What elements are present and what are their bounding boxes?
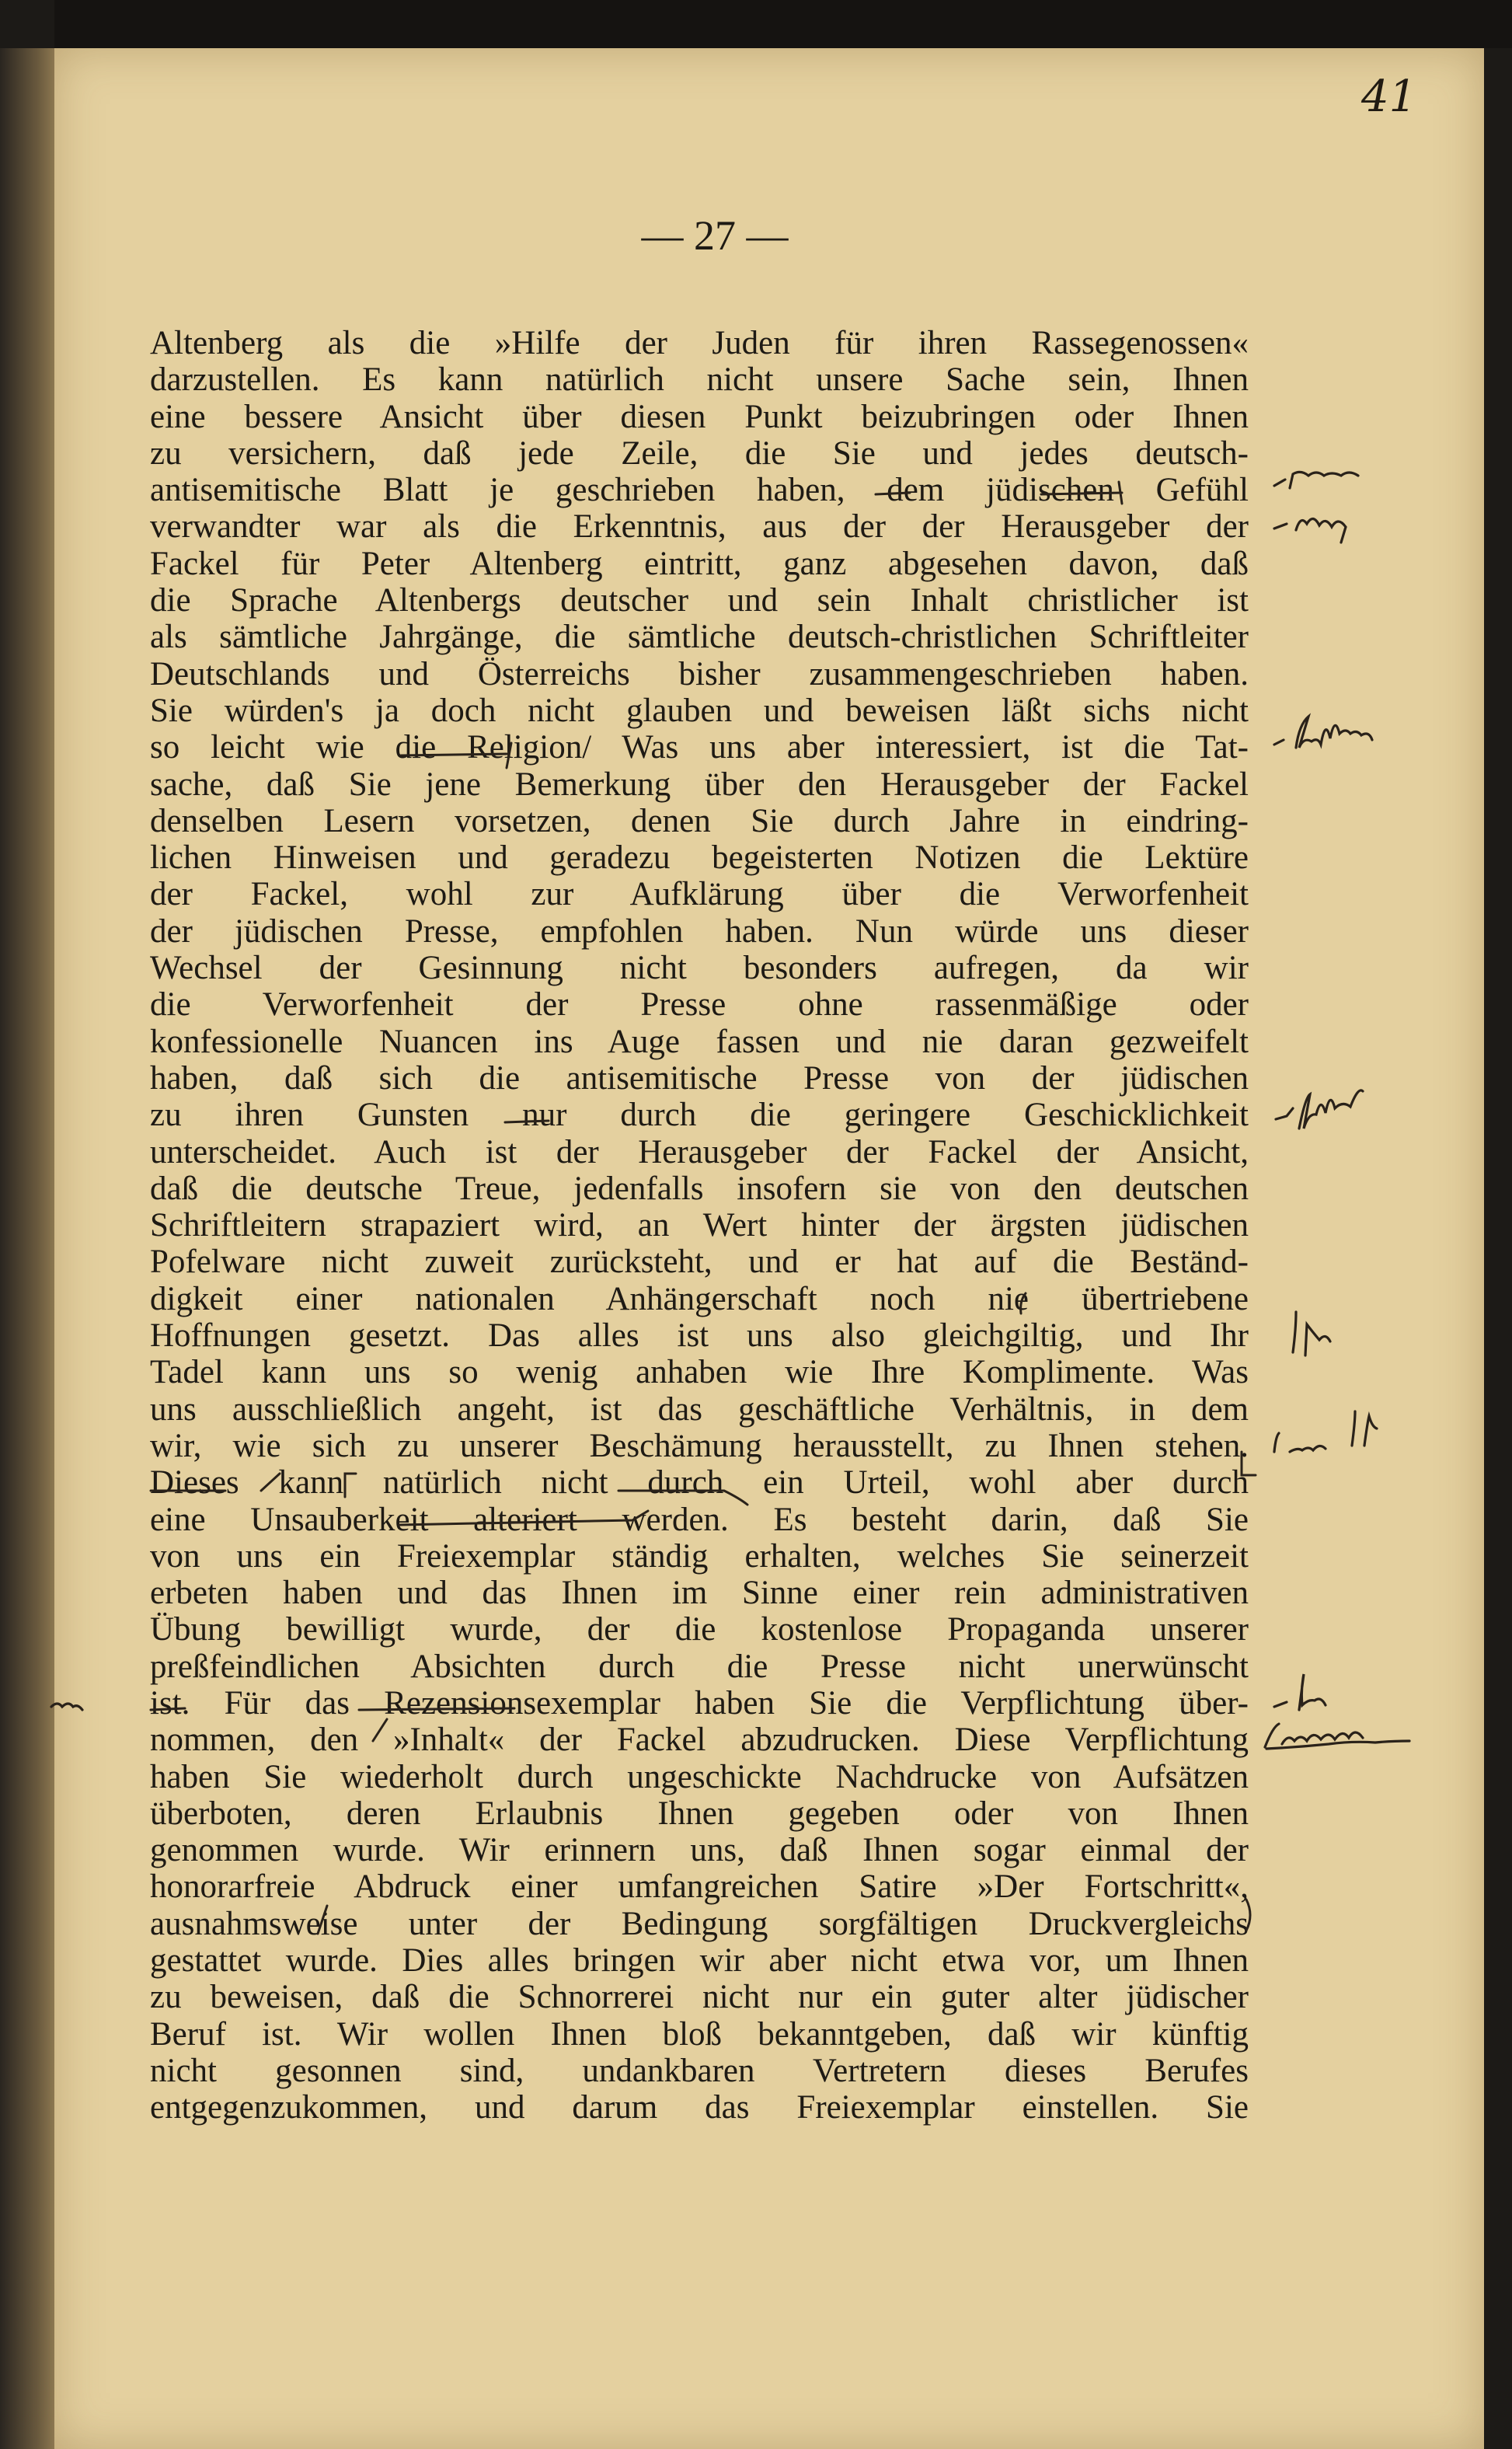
- margin-note-line-31: [1274, 1411, 1377, 1452]
- text-line: uns ausschließlich angeht, ist das geschäftliche Verhältnis, in dem: [150, 1390, 1249, 1428]
- text-line: Tadel kann uns so wenig anhaben wie Ihre Komplimente. Was: [150, 1354, 1249, 1391]
- insertion-mark-kann: [261, 1474, 356, 1497]
- text-line: darzustellen. Es kann natürlich nicht unsere Sache sein, Ihnen: [150, 361, 1249, 399]
- text-line: der jüdischen Presse, empfohlen haben. Nun würde uns dieser: [150, 912, 1249, 950]
- text-line: haben, daß sich die antisemitische Presse von der jüdischen: [150, 1059, 1249, 1097]
- text-line: Übung bewilligt wurde, der die kostenlose Propaganda unserer: [150, 1611, 1249, 1648]
- text-line: Sie würden's ja doch nicht glauben und beweisen läßt sichs nicht: [150, 692, 1249, 729]
- text-line: zu ihren Gunsten nur durch die geringere Geschicklichkeit: [150, 1097, 1249, 1134]
- text-line: verwandter war als die Erkenntnis, aus der der Herausgeber der: [150, 508, 1249, 546]
- text-line: so leicht wie die Religion/ Was uns aber interessiert, ist die Tat-: [150, 729, 1249, 766]
- text-line: daß die deutsche Treue, jedenfalls insofern sie von den deutschen: [150, 1170, 1249, 1207]
- text-line: genommen wurde. Wir erinnern uns, daß Ihnen sogar einmal der: [150, 1832, 1249, 1869]
- text-line: gestattet wurde. Dies alles bringen wir aber nicht etwa vor, um Ihnen: [150, 1942, 1249, 1980]
- margin-note-line-12: [1274, 717, 1372, 748]
- text-line: überboten, deren Erlaubnis Ihnen gegeben oder von Ihnen: [150, 1795, 1249, 1832]
- text-line: die Sprache Altenbergs deutscher und sein Inhalt christlicher ist: [150, 582, 1249, 619]
- text-line: erbeten haben und das Ihnen im Sinne einer rein administrativen: [150, 1575, 1249, 1612]
- text-line: ausnahmsweise unter der Bedingung sorgfältigen Druckvergleichs: [150, 1905, 1249, 1942]
- text-line: Hoffnungen gesetzt. Das alles ist uns also gleichgiltig, und Ihr: [150, 1317, 1249, 1355]
- text-line: zu versichern, daß jede Zeile, die Sie und jedes deutsch-: [150, 434, 1249, 472]
- text-line: Dieses kann natürlich nicht durch ein Urteil, wohl aber durch: [150, 1464, 1249, 1502]
- text-line: Deutschlands und Österreichs bisher zusammengeschrieben haben.: [150, 655, 1249, 692]
- margin-note-line-22: [1276, 1090, 1363, 1129]
- text-line: lichen Hinweisen und geradezu begeisterten Notizen die Lektüre: [150, 839, 1249, 877]
- text-line: antisemitische Blatt je geschrieben haben, dem jüdischen Gefühl: [150, 472, 1249, 509]
- strike-nur: [505, 1121, 549, 1122]
- margin-note-line-38: [1274, 1674, 1326, 1710]
- text-line: Pofelware nicht zuweit zurücksteht, und er hat auf die Beständ-: [150, 1244, 1249, 1281]
- handwritten-folio-number: 41: [1361, 72, 1417, 122]
- strike-dem: [876, 493, 910, 494]
- strike-rezensions: [359, 1708, 514, 1710]
- strike-gefuehl: [1041, 482, 1122, 504]
- margin-note-line-39: [1265, 1724, 1409, 1749]
- text-line: Beruf ist. Wir wollen Ihnen bloß bekanntgeben, daß wir künftig: [150, 2015, 1249, 2053]
- text-line: der Fackel, wohl zur Aufklärung über die Verworfenheit: [150, 876, 1249, 913]
- text-line: Schriftleitern strapaziert wird, an Wert hinter der ärgsten jüdischen: [150, 1207, 1249, 1244]
- text-line: entgegenzukommen, und darum das Freiexemplar einstellen. Sie: [150, 2089, 1249, 2126]
- insertion-mark-ausnahmsweise: [318, 1906, 327, 1934]
- text-line: nommen, den »Inhalt« der Fackel abzudrucken. Diese Verpflichtung: [150, 1722, 1249, 1759]
- text-line: honorarfreie Abdruck einer umfangreichen Satire »Der Fortschritt«,: [150, 1868, 1249, 1906]
- text-line: zu beweisen, daß die Schnorrerei nicht nur ein guter alter jüdischer: [150, 1979, 1249, 2016]
- strike-ist: [151, 1708, 185, 1710]
- strike-durch: [618, 1491, 747, 1505]
- text-line: eine Unsauberkeit alteriert werden. Es besteht darin, daß Sie: [150, 1501, 1249, 1538]
- text-line: Altenberg als die »Hilfe der Juden für ihren Rassegenossen«: [150, 325, 1249, 361]
- strike-religion: [401, 743, 511, 768]
- text-line: Wechsel der Gesinnung nicht besonders aufregen, da wir: [150, 950, 1249, 987]
- insertion-mark-den: [373, 1719, 387, 1741]
- text-line: ist. Für das Rezensionsexemplar haben Sie die Verpflichtung über-: [150, 1684, 1249, 1722]
- text-line: haben Sie wiederholt durch ungeschickte Nachdrucke von Aufsätzen: [150, 1758, 1249, 1795]
- insertion-mark-stehen: [1242, 1452, 1256, 1475]
- text-line: die Verworfenheit der Presse ohne rassenmäßige oder: [150, 986, 1249, 1024]
- text-line: von uns ein Freiexemplar ständig erhalten, welches Sie seinerzeit: [150, 1537, 1249, 1575]
- margin-note-line-28: [1293, 1312, 1330, 1355]
- text-line: konfessionelle Nuancen ins Auge fassen und nie daran gezweifelt: [150, 1023, 1249, 1060]
- text-line: als sämtliche Jahrgänge, die sämtliche deutsch-christlichen Schriftleiter: [150, 619, 1249, 656]
- text-line: Fackel für Peter Altenberg eintritt, ganz abgesehen davon, daß: [150, 545, 1249, 582]
- text-line: preßfeindlichen Absichten durch die Presse nicht unerwünscht: [150, 1648, 1249, 1685]
- insertion-mark-druckvergleichs: [1246, 1900, 1250, 1931]
- margin-note-left-line-38: [51, 1704, 82, 1710]
- text-line: denselben Lesern vorsetzen, denen Sie durch Jahre in eindring-: [150, 802, 1249, 839]
- text-line: digkeit einer nationalen Anhängerschaft noch nie übertriebene: [150, 1280, 1249, 1317]
- margin-note-line-6: [1274, 518, 1346, 542]
- strike-alteriert: [399, 1511, 648, 1525]
- insertion-mark-noch-nie: [1021, 1293, 1026, 1313]
- margin-note-line-5: [1274, 472, 1358, 488]
- text-line: sache, daß Sie jene Bemerkung über den Herausgeber der Fackel: [150, 766, 1249, 803]
- text-line: nicht gesonnen sind, undankbaren Vertretern dieses Berufes: [150, 2052, 1249, 2089]
- text-line: wir, wie sich zu unserer Beschämung herausstellt, zu Ihnen stehen.: [150, 1427, 1249, 1464]
- text-line: unterscheidet. Auch ist der Herausgeber der Fackel der Ansicht,: [150, 1133, 1249, 1170]
- text-line: eine bessere Ansicht über diesen Punkt beizubringen oder Ihnen: [150, 398, 1249, 435]
- page-number: — 27 —: [641, 212, 789, 259]
